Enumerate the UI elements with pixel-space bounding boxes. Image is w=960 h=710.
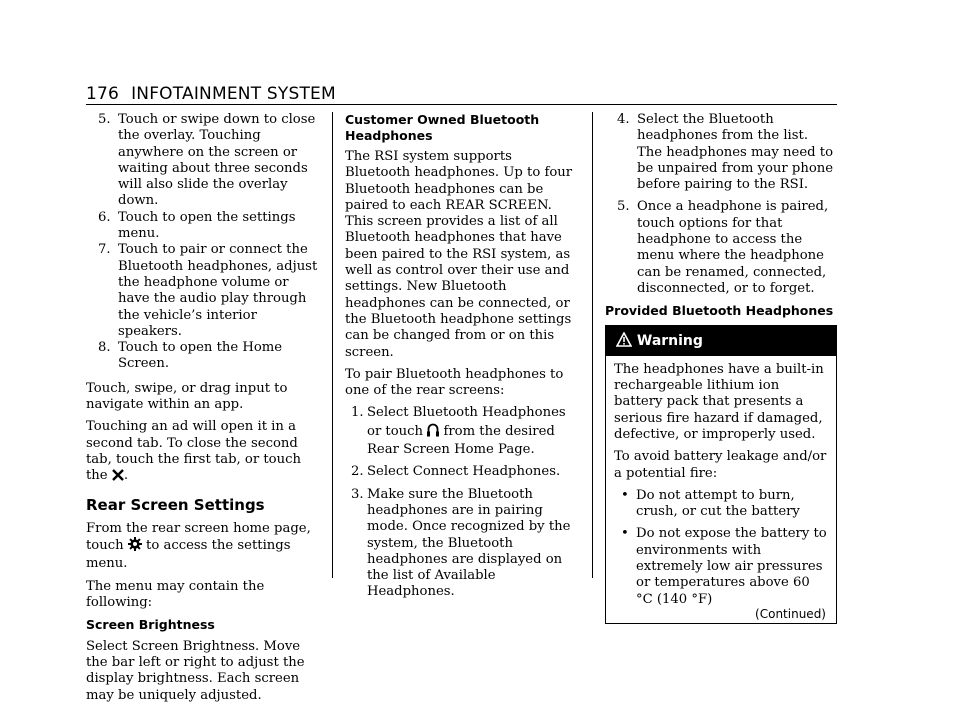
paragraph-menu: The menu may contain the following: [86,578,265,611]
bullet-item: • Do not attempt to burn, crush, or cut the battery [621,487,800,520]
bullet-item: • Do not expose the battery to environments with extremely low air pressures or temperatures above 60 °C (140 °F) [621,526,827,607]
warning-paragraph: The headphones have a built-in rechargeable lithium ion battery pack that presents a serious fire hazard if damaged, defective, or improperly used. [614,361,824,442]
customer-headphones-heading: Customer Owned Bluetooth Headphones [345,112,540,143]
list-item: 8. Touch to open the Home Screen. [98,340,283,372]
page-header [86,84,336,104]
column-divider [332,112,333,578]
gear-icon [128,537,142,556]
list-item: 5. Touch or swipe down to close the overlay. Touching anywhere on the screen or waiting about three seconds will also slide the overlay down. [98,112,316,209]
list-item: 4. Select the Bluetooth headphones from the list. The headphones may need to be unpaired from your phone before pairing to the RSI. [617,112,834,193]
paragraph-rsi: The RSI system supports Bluetooth headphones. Up to four Bluetooth headphones can be paired to each REAR SCREEN. This screen provides a list of all Bluetooth headphones that have been paired to the RSI system, as well as control over their use and settings. New Bluetooth headphones can be connected, or the Bluetooth headphone settings can be changed from or on this screen. [345,149,573,360]
paragraph-pair: To pair Bluetooth headphones to one of the rear screens: [345,366,564,399]
warning-box [605,325,837,624]
column-1 [86,112,322,710]
page-number: 176 [86,84,120,104]
paragraph-brightness: Select Screen Brightness. Move the bar left or right to adjust the display brightness. Each screen may be uniquely adjusted. [86,638,305,703]
close-x-icon [112,469,124,486]
list-item: 5. Once a headphone is paired, touch options for that headphone to access the menu where the headphone can be renamed, connected, disconnected, or to forget. [617,199,829,296]
list-item: 6. Touch to open the settings menu. [98,209,296,242]
warning-triangle-icon [616,328,632,358]
provided-headphones-heading: Provided Bluetooth Headphones [605,303,834,319]
headphones-icon [427,422,439,442]
column-2 [345,112,581,601]
paragraph-rear-home: From the rear screen home page, touch to access the settings menu. [86,520,311,572]
warning-header [606,326,836,356]
warning-title: Warning [636,332,703,349]
list-item: 2. Select Connect Headphones. [351,464,561,480]
rear-screen-settings-heading: Rear Screen Settings [86,495,265,514]
continued-label: (Continued) [755,606,826,621]
column-divider [592,112,593,578]
warning-paragraph: To avoid battery leakage and/or a potential fire: [614,449,827,481]
screen-brightness-heading: Screen Brightness [86,617,215,633]
column-3 [605,112,837,624]
section-title: INFOTAINMENT SYSTEM [131,84,336,104]
paragraph-navigate: Touch, swipe, or drag input to navigate within an app. [86,380,288,413]
paragraph-ad: Touching an ad will open it in a second tab. To close the second tab, touch the first tab, or touch the . [86,419,322,486]
list-item: 1. Select Bluetooth Headphones or touch from the desired Rear Screen Home Page. [351,405,566,458]
list-item: 3. Make sure the Bluetooth headphones are in pairing mode. Once recognized by the system, the Bluetooth headphones are displayed on the list of Available Headphones. [351,486,571,600]
list-item: 7. Touch to pair or connect the Bluetooth headphones, adjust the headphone volume or have the audio play through the vehicle’s interior speakers. [98,242,318,339]
header-rule [86,104,837,105]
